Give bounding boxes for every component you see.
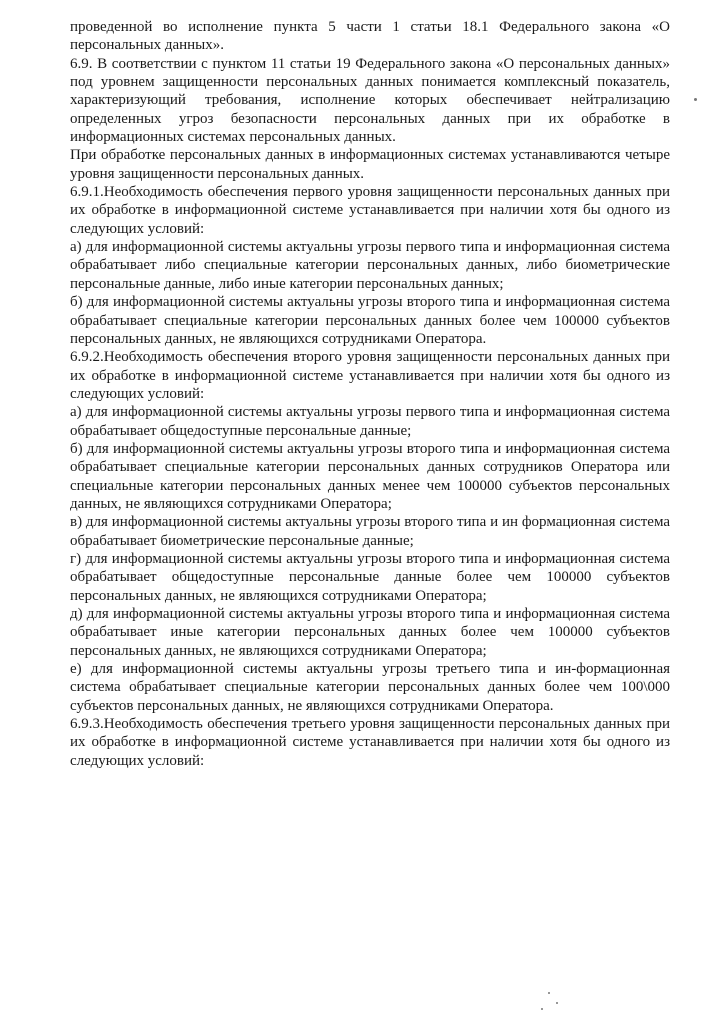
scan-speck — [694, 98, 697, 101]
scan-speck — [556, 1002, 558, 1004]
paragraph-levels-count: При обработке персональных данных в информационных системах устанавливаются четыре уровня защищенности персональных данных. — [70, 147, 670, 182]
paragraph-6-9-3: 6.9.3.Необходимость обеспечения третьего уровня защищенности персональных данных при их обработке в информационной системе устанавливается при наличии хотя бы одного из следующих условий: — [70, 716, 670, 769]
paragraph-6-9-1-a: а) для информационной системы актуальны угрозы первого типа и информационная система обрабатывает либо специальные категории персональных данных, либо биометрические персональные данные, либо иные категории персональных данных; — [70, 239, 670, 292]
scan-speck — [541, 1008, 543, 1010]
paragraph-6-9-2-a: а) для информационной системы актуальны угрозы первого типа и информационная система обрабатывает общедоступные персональные данные; — [70, 404, 670, 439]
paragraph-6-9-2-e: е) для информационной системы актуальны угрозы третьего типа и ин-формационная система обрабатывает специальные категории персональных данных более чем 100\000 субъектов персональных данных, не являющихся сотрудниками Оператора. — [70, 661, 670, 714]
paragraph-intro-continuation: проведенной во исполнение пункта 5 части 1 статьи 18.1 Федерального закона «О персональных данных». — [70, 19, 670, 54]
paragraph-6-9-1: 6.9.1.Необходимость обеспечения первого уровня защищенности персональных данных при их обработке в информационной системе устанавливается при наличии хотя бы одного из следующих условий: — [70, 184, 670, 237]
paragraph-6-9-2-b: б) для информационной системы актуальны угрозы второго типа и информационная система обрабатывает специальные категории персональных данных сотрудников Оператора или специальные категории персональных данных менее чем 100000 субъектов персональных данных, не являющихся сотрудниками Оператора; — [70, 440, 670, 512]
paragraph-6-9-2-v: в) для информационной системы актуальны угрозы второго типа и ин формационная система обрабатывает биометрические персональные данные; — [70, 514, 670, 549]
paragraph-6-9: 6.9. В соответствии с пунктом 11 статьи 19 Федерального закона «О персональных данных» под уровнем защищенности персональных данных понимается комплексный показатель, характеризующий требования, исполнение которых обеспечивает нейтрализацию определенных угроз безопасности персональных данных при их обработке в информационных системах персональных данных. — [70, 55, 670, 146]
paragraph-6-9-2-g: г) для информационной системы актуальны угрозы второго типа и информационная система обрабатывает общедоступные персональные данные более чем 100000 субъектов персональных данных, не являющихся сотрудниками Оператора; — [70, 550, 670, 604]
document-page — [70, 18, 670, 770]
paragraph-6-9-2: 6.9.2.Необходимость обеспечения второго уровня защищенности персональных данных при их обработке в информационной системе устанавливается при наличии хотя бы одного из следующих условий: — [70, 349, 670, 402]
paragraph-6-9-2-d: д) для информационной системы актуальны угрозы второго типа и информационная система обрабатывает иные категории персональных данных более чем 100000 субъектов персональных данных, не являющихся сотрудниками Оператора; — [70, 606, 670, 659]
scan-speck — [548, 992, 550, 994]
paragraph-6-9-1-b: б) для информационной системы актуальны угрозы второго типа и информационная система обрабатывает специальные категории персональных данных более чем 100000 субъектов персональных данных, не являющихся сотрудниками Оператора. — [70, 294, 670, 347]
